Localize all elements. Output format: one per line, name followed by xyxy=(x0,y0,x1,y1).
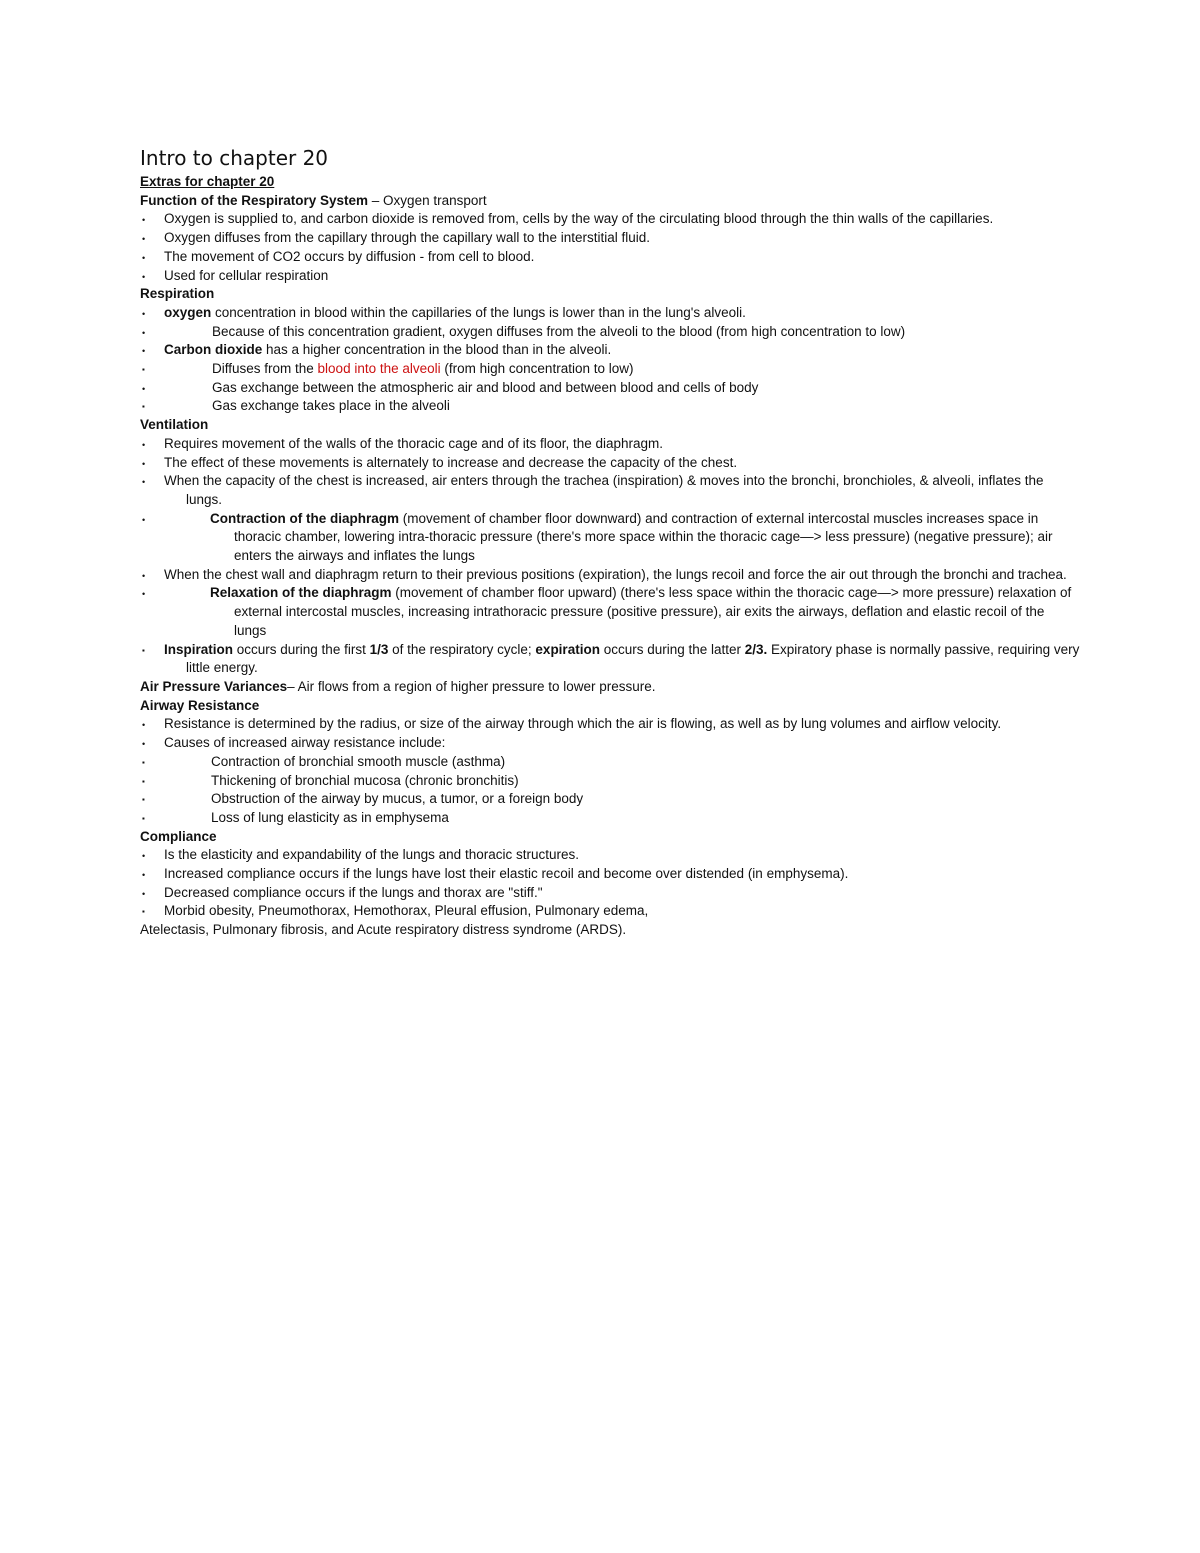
item-text: Morbid obesity, Pneumothorax, Hemothorax, Pleural effusion, Pulmonary edema, xyxy=(164,903,649,919)
list-item xyxy=(140,884,1080,903)
section-heading-respiration: Respiration xyxy=(140,286,215,302)
list-item xyxy=(140,584,1080,640)
item-text: Because of this concentration gradient, oxygen diffuses from the alveoli to the blood (from high concentration to low) xyxy=(212,323,906,339)
bullet-icon: • xyxy=(142,383,146,394)
item-text: of the respiratory cycle; xyxy=(388,641,536,657)
item-text: Increased compliance occurs if the lungs have lost their elastic recoil and become over distended (in emphysema). xyxy=(164,866,849,882)
bullet-icon: • xyxy=(142,589,146,600)
list-item xyxy=(140,510,1080,566)
bold-term: 2/3. xyxy=(744,641,768,657)
list-item xyxy=(140,641,1080,678)
item-text: Used for cellular respiration xyxy=(164,267,329,283)
section-heading-air-pressure xyxy=(140,678,1080,697)
highlight-text: blood into the alveoli xyxy=(317,361,441,377)
item-text: concentration in blood within the capillaries of the lungs is lower than in the lung's alveoli. xyxy=(211,304,746,320)
bullet-icon: • xyxy=(142,308,146,319)
square-bullet-icon: ▪ xyxy=(142,907,145,917)
heading-rest: – Air flows from a region of higher pressure to lower pressure. xyxy=(287,678,656,694)
bullet-icon: • xyxy=(142,888,146,899)
list-item xyxy=(140,902,1080,921)
bold-term: expiration xyxy=(535,641,600,657)
heading-bold: Function of the Respiratory System xyxy=(140,192,369,208)
bullet-icon: • xyxy=(142,234,146,245)
bullet-icon: • xyxy=(142,720,146,731)
bold-term: 1/3 xyxy=(369,641,389,657)
item-text: (from high concentration to low) xyxy=(440,361,634,377)
square-bullet-icon: ▪ xyxy=(142,402,145,412)
item-text: Gas exchange takes place in the alveoli xyxy=(212,398,450,414)
list-item xyxy=(140,267,1080,286)
item-text: occurs during the first xyxy=(233,641,370,657)
bullet-icon: • xyxy=(142,739,146,750)
page-title: Intro to chapter 20 xyxy=(140,146,329,170)
square-bullet-icon: ▪ xyxy=(142,365,145,375)
list-item xyxy=(140,772,1080,791)
item-text: Obstruction of the airway by mucus, a tumor, or a foreign body xyxy=(211,791,584,807)
list-item xyxy=(140,379,1080,398)
bold-term: Carbon dioxide xyxy=(164,342,263,358)
item-text: Thickening of bronchial mucosa (chronic bronchitis) xyxy=(211,772,519,788)
list-item xyxy=(140,454,1080,473)
bullet-icon: • xyxy=(142,477,146,488)
list-item xyxy=(140,472,1080,509)
item-text: Is the elasticity and expandability of the lungs and thoracic structures. xyxy=(164,847,579,863)
list-item xyxy=(140,304,1080,323)
subtitle: Extras for chapter 20 xyxy=(140,174,275,189)
heading-rest: – Oxygen transport xyxy=(368,192,487,208)
item-text: has a higher concentration in the blood than in the alveoli. xyxy=(262,342,612,358)
heading-bold: Air Pressure Variances xyxy=(140,678,288,694)
item-text: Resistance is determined by the radius, or size of the airway through which the air is flowing, as well as by lung volumes and airflow velocity. xyxy=(164,716,1002,732)
item-text: When the capacity of the chest is increased, air enters through the trachea (inspiration) & moves into the bronchi, bronchioles, & alveoli, inflates the lungs. xyxy=(164,473,1044,507)
item-text: Contraction of bronchial smooth muscle (asthma) xyxy=(211,753,506,769)
list-item xyxy=(140,734,1080,753)
section-heading-airway-resistance: Airway Resistance xyxy=(140,697,260,713)
item-text: Decreased compliance occurs if the lungs and thorax are "stiff." xyxy=(164,884,543,900)
square-bullet-icon: ▪ xyxy=(142,645,145,655)
list-item xyxy=(140,846,1080,865)
item-text: Causes of increased airway resistance include: xyxy=(164,735,446,751)
list-item xyxy=(140,715,1080,734)
item-text: Oxygen is supplied to, and carbon dioxide is removed from, cells by the way of the circulating blood through the thin walls of the capillaries. xyxy=(164,211,994,227)
bullet-icon: • xyxy=(142,870,146,881)
item-text: Oxygen diffuses from the capillary through the capillary wall to the interstitial fluid. xyxy=(164,230,650,246)
item-text: Requires movement of the walls of the thoracic cage and of its floor, the diaphragm. xyxy=(164,435,664,451)
bullet-icon: • xyxy=(142,327,146,338)
item-text: Expiratory phase is normally passive, requiring very little energy. xyxy=(186,641,1080,676)
list-item xyxy=(140,210,1080,229)
section-heading-compliance: Compliance xyxy=(140,828,217,844)
item-text: When the chest wall and diaphragm return to their previous positions (expiration), the lungs recoil and force the air out through the bronchi and trachea. xyxy=(164,566,1067,582)
section-heading-ventilation: Ventilation xyxy=(140,417,209,433)
bullet-icon: • xyxy=(142,514,146,525)
list-item xyxy=(140,790,1080,809)
square-bullet-icon: ▪ xyxy=(142,795,145,805)
bold-term: Contraction of the diaphragm xyxy=(210,510,399,526)
item-text: (movement of chamber floor upward) (there's less space within the thoracic cage—> more pressure) relaxation of external intercostal muscles, increasing intrathoracic pressure (positive pressure), air exits the airways, deflation and elastic recoil of the lungs xyxy=(234,585,1072,638)
list-item xyxy=(140,397,1080,416)
list-item xyxy=(140,360,1080,379)
document-page xyxy=(140,143,1080,940)
item-text: The effect of these movements is alternately to increase and decrease the capacity of the chest. xyxy=(164,454,738,470)
bullet-icon: • xyxy=(142,271,146,282)
list-item xyxy=(140,229,1080,248)
item-text: Loss of lung elasticity as in emphysema xyxy=(211,809,449,825)
bullet-icon: • xyxy=(142,570,146,581)
bold-term: oxygen xyxy=(164,304,212,320)
bold-term: Relaxation of the diaphragm xyxy=(210,585,392,601)
square-bullet-icon: ▪ xyxy=(142,813,145,823)
item-text: Diffuses from the xyxy=(212,361,318,377)
paragraph-text: Atelectasis, Pulmonary fibrosis, and Acute respiratory distress syndrome (ARDS). xyxy=(140,922,627,938)
item-text: The movement of CO2 occurs by diffusion - from cell to blood. xyxy=(164,248,535,264)
bullet-icon: • xyxy=(142,346,146,357)
bold-term: Inspiration xyxy=(164,641,234,657)
bullet-icon: • xyxy=(142,252,146,263)
list-item xyxy=(140,865,1080,884)
square-bullet-icon: ▪ xyxy=(142,776,145,786)
list-item xyxy=(140,323,1080,342)
list-item xyxy=(140,435,1080,454)
list-item xyxy=(140,809,1080,828)
list-item xyxy=(140,753,1080,772)
list-item xyxy=(140,248,1080,267)
bullet-icon: • xyxy=(142,439,146,450)
item-text: occurs during the latter xyxy=(599,641,745,657)
list-item xyxy=(140,341,1080,360)
section-heading-function xyxy=(140,192,1080,211)
item-text: (movement of chamber floor downward) and contraction of external intercostal muscles increases space in thoracic chamber, lowering intra-thoracic pressure (there's more space within the thoracic cage—> less pressure) (negative pressure); air enters the airways and inflates the lungs xyxy=(234,510,1053,564)
list-item xyxy=(140,566,1080,585)
bullet-icon: • xyxy=(142,215,146,226)
square-bullet-icon: ▪ xyxy=(142,757,145,767)
item-text: Gas exchange between the atmospheric air and blood and between blood and cells of body xyxy=(212,379,759,395)
bullet-icon: • xyxy=(142,851,146,862)
bullet-icon: • xyxy=(142,458,146,469)
